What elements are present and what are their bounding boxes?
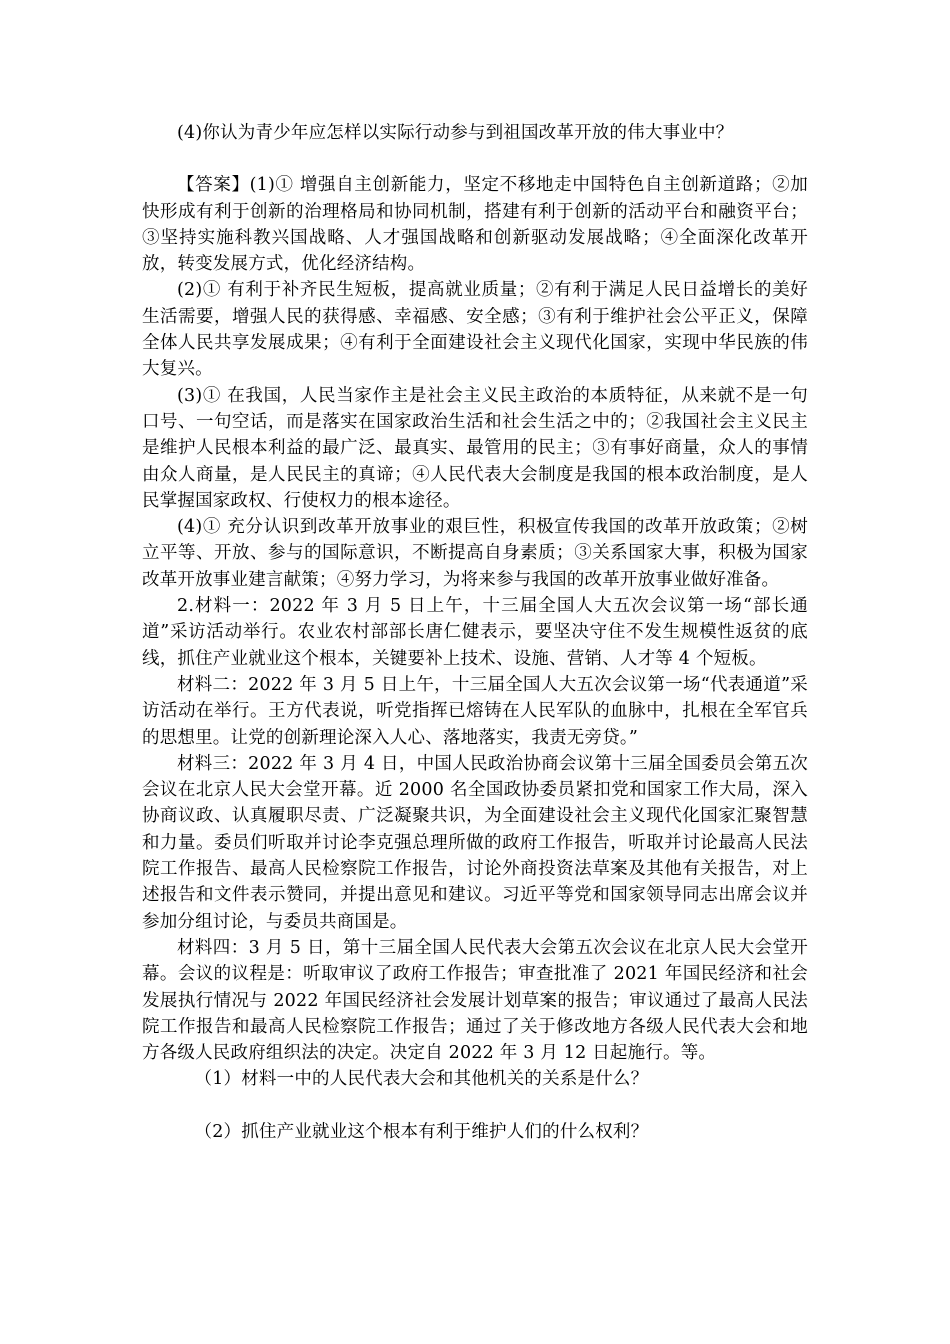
answer-2: (2)① 有利于补齐民生短板，提高就业质量；②有利于满足人民日益增长的美好生活需要，增强人民的获得感、幸福感、安全感；③有利于维护社会公平正义，保障全体人民共享发展成果；④有利于全面建设社会主义现代化国家，实现中华民族的伟大复兴。 xyxy=(142,280,808,380)
sub-question-2: （2）抓住产业就业这个根本有利于维护人们的什么权利？ xyxy=(194,1121,649,1142)
material-3: 材料三：2022 年 3 月 4 日，中国人民政治协商会议第十三届全国委员会第五次会议在北京人民大会堂开幕。近 2000 名全国政协委员紧扣党和国家工作大局，深入协商议政、认真履职尽责、广泛凝聚共识，为全面建设社会主义现代化国家汇聚智慧和力量。委员们听取并讨论李克强总理所做的政府工作报告，听取并讨论最高人民法院工作报告、最高人民检察院工作报告，讨论外商投资法草案及其他有关报告，对上述报告和文件表示赞同，并提出意见和建议。习近平等党和国家领导同志出席会议并参加分组讨论，与委员共商国是。 xyxy=(142,753,808,932)
material-2: 材料二：2022 年 3 月 5 日上午，十三届全国人大五次会议第一场“代表通道”采访活动在举行。王方代表说，听党指挥已熔铸在人民军队的血脉中，扎根在全军官兵的思想里。让党的创新理论深入人心、落地落实，我责无旁贷。” xyxy=(142,674,808,748)
answer-3: (3)① 在我国，人民当家作主是社会主义民主政治的本质特征，从来就不是一句口号、一句空话，而是落实在国家政治生活和社会生活之中的；②我国社会主义民主是维护人民根本利益的最广泛、最真实、最管用的民主；③有事好商量，众人的事情由众人商量，是人民民主的真谛；④人民代表大会制度是我国的根本政治制度，是人民掌握国家政权、行使权力的根本途径。 xyxy=(142,385,808,511)
question-4: (4)你认为青少年应怎样以实际行动参与到祖国改革开放的伟大事业中？ xyxy=(177,123,734,143)
material-4: 材料四：3 月 5 日，第十三届全国人民代表大会第五次会议在北京人民大会堂开幕。会议的议程是：听取审议了政府工作报告；审查批准了 2021 年国民经济和社会发展执行情况与 2022 年国民经济社会发展计划草案的报告；审议通过了最高人民法院工作报告和最高人民检察院工作报告；通过了关于修改地方各级人民代表大会和地方各级人民政府组织法的决定。决定自 2022 年 3 月 12 日起施行。等。 xyxy=(142,937,808,1064)
document-body xyxy=(142,120,808,1145)
answer-1: 【答案】(1)① 增强自主创新能力，坚定不移地走中国特色自主创新道路；②加快形成有利于创新的治理格局和协同机制，搭建有利于创新的活动平台和融资平台；③坚持实施科教兴国战略、人才强国战略和创新驱动发展战略；④全面深化改革开放，转变发展方式，优化经济结构。 xyxy=(142,175,808,275)
answer-4: (4)① 充分认识到改革开放事业的艰巨性，积极宣传我国的改革开放政策；②树立平等、开放、参与的国际意识，不断提高自身素质；③关系国家大事，积极为国家改革开放事业建言献策；④努力学习，为将来参与我国的改革开放事业做好准备。 xyxy=(142,517,808,590)
material-1: 2.材料一：2022 年 3 月 5 日上午，十三届全国人大五次会议第一场“部长通道”采访活动举行。农业农村部部长唐仁健表示，要坚决守住不发生规模性返贫的底线，抓住产业就业这个根本，关键要补上技术、设施、营销、人才等 4 个短板。 xyxy=(142,596,808,669)
sub-question-1: （1）材料一中的人民代表大会和其他机关的关系是什么？ xyxy=(194,1069,649,1090)
